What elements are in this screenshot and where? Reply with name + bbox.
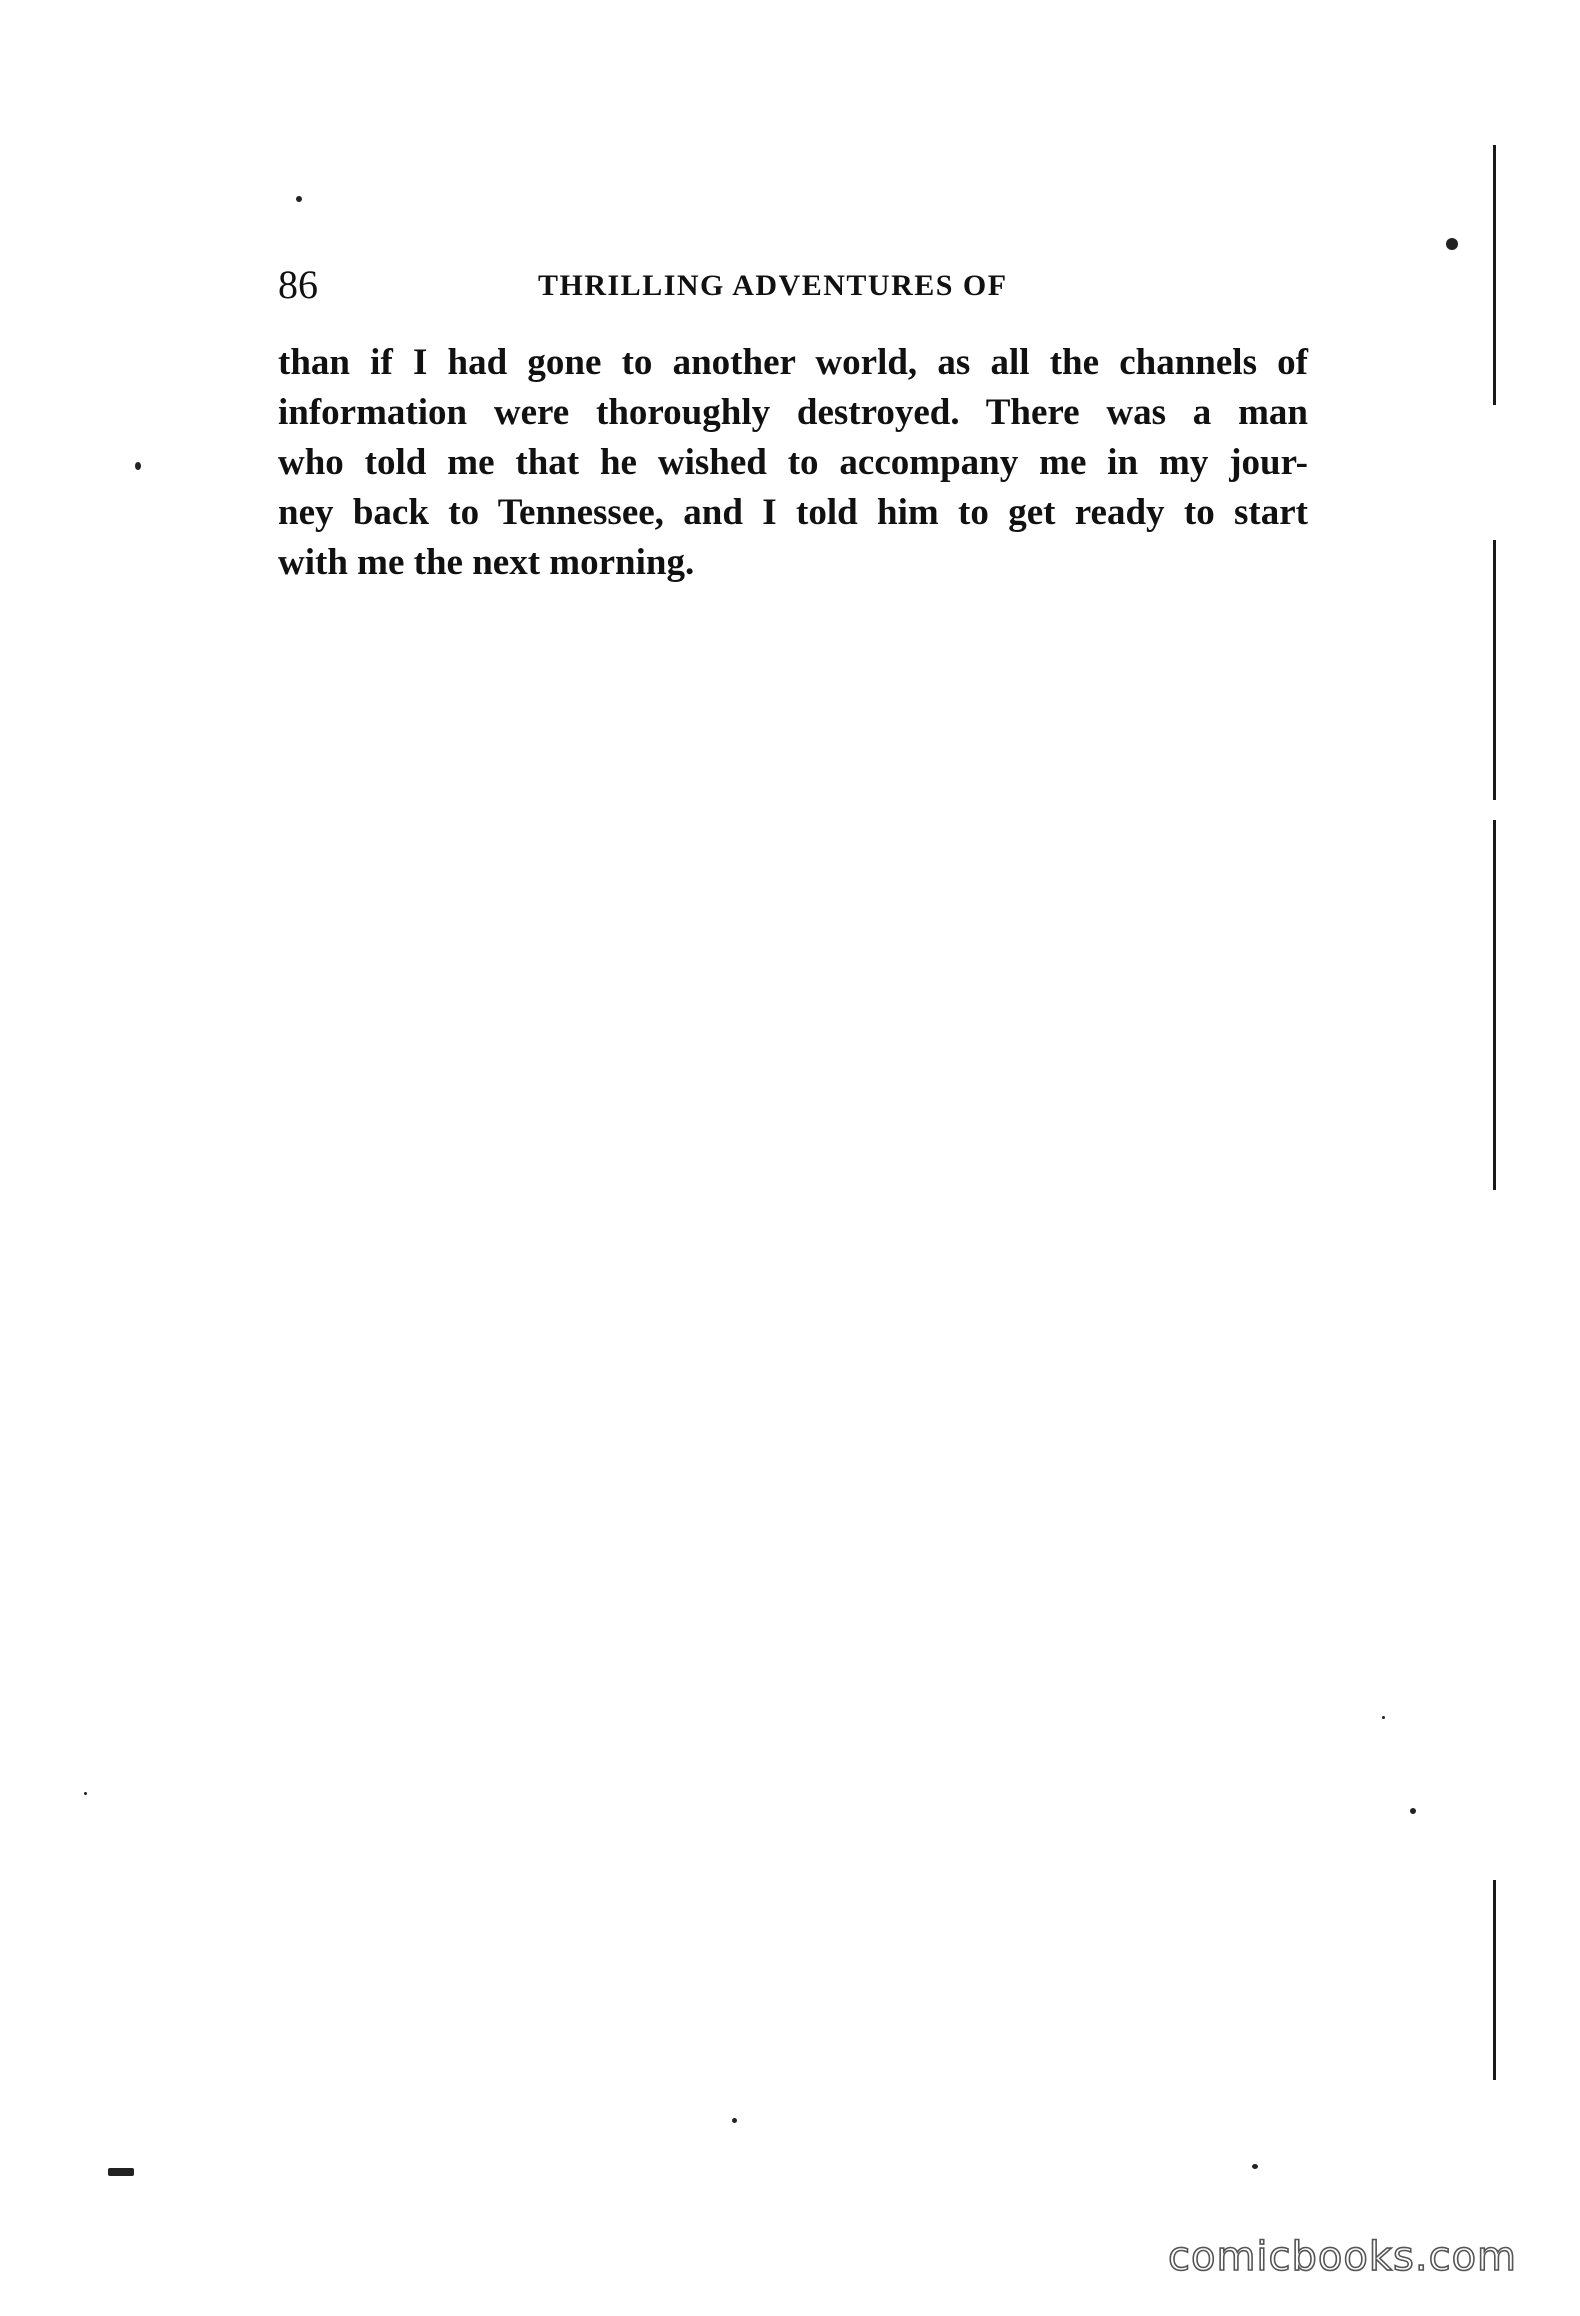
scan-speck	[1410, 1808, 1416, 1814]
text-line: with me the next morning.	[278, 542, 695, 583]
text-line: than if I had gone to another world, as all the channels of	[278, 342, 1308, 383]
scan-speck	[135, 462, 141, 470]
scan-margin-line	[1493, 820, 1496, 1190]
text-line: information were thoroughly destroyed. There was a man	[278, 392, 1308, 433]
scan-speck	[1252, 2164, 1258, 2169]
page-number: 86	[278, 262, 318, 307]
scan-speck	[1382, 1716, 1385, 1719]
running-title: THRILLING ADVENTURES OF	[538, 269, 1008, 302]
scan-margin-line	[1493, 145, 1496, 405]
scan-speck	[296, 196, 302, 202]
watermark: comicbooks.com	[1168, 2234, 1518, 2280]
body-text	[278, 338, 1308, 588]
scan-speck	[732, 2118, 737, 2123]
text-line: ney back to Tennessee, and I told him to get ready to start	[278, 492, 1308, 533]
scan-margin-line	[1493, 540, 1496, 800]
running-head	[278, 255, 1318, 315]
scan-speck	[1446, 238, 1458, 250]
text-line: who told me that he wished to accompany me in my jour-	[278, 442, 1308, 483]
scan-speck	[108, 2168, 134, 2176]
scan-speck	[84, 1792, 87, 1795]
scan-margin-line	[1493, 1880, 1496, 2080]
